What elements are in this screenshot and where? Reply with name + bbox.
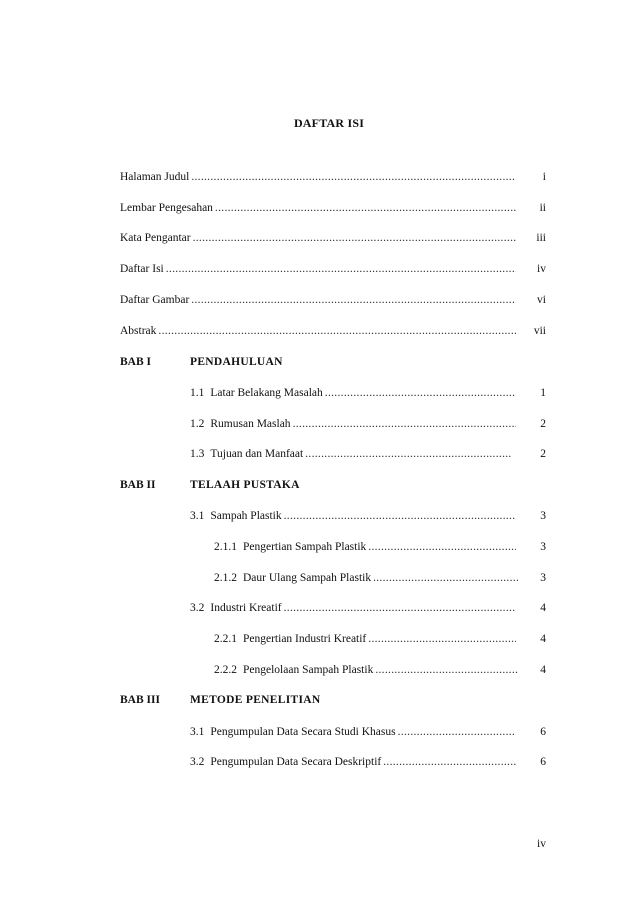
toc-subsection-2-2-1[interactable] (214, 631, 516, 647)
dot-leader (305, 446, 512, 462)
dot-leader (375, 662, 518, 678)
section-page: 4 (540, 633, 546, 645)
dot-leader (368, 631, 516, 647)
page-title: DAFTAR ISI (293, 116, 365, 130)
toc-entry-page: i (542, 171, 546, 183)
toc-entry-daftar-isi[interactable] (120, 261, 516, 277)
toc-section-3-1-bab-iii[interactable] (190, 724, 516, 740)
section-page: 2 (540, 448, 546, 460)
section-label: Pengertian Industri Kreatif (243, 633, 367, 645)
dot-leader (368, 539, 516, 555)
toc-entry-page: ii (539, 202, 546, 214)
dot-leader (215, 200, 516, 216)
dot-leader (191, 169, 516, 185)
chapter-name: TELAAH PUSTAKA (190, 479, 300, 491)
toc-subsection-2-2-2[interactable] (214, 662, 518, 678)
chapter-code: BAB III (120, 694, 160, 706)
toc-entry-page: iv (537, 263, 546, 275)
section-number: 3.2 (190, 756, 205, 768)
section-page: 6 (540, 726, 546, 738)
toc-entry-page: vi (537, 294, 546, 306)
section-number: 1.1 (190, 387, 205, 399)
toc-entry-page: iii (536, 232, 546, 244)
toc-subsection-2-1-1[interactable] (214, 539, 516, 555)
toc-entry-page: vii (533, 325, 546, 337)
section-label: Pengumpulan Data Secara Deskriptif (210, 756, 382, 768)
section-number: 3.1 (190, 510, 205, 522)
chapter-code: BAB II (120, 479, 156, 491)
section-label: Daur Ulang Sampah Plastik (243, 572, 372, 584)
toc-entry-halaman-judul[interactable] (120, 169, 516, 185)
section-page: 6 (540, 756, 546, 768)
dot-leader (325, 385, 516, 401)
section-page: 4 (540, 664, 546, 676)
chapter-name: METODE PENELITIAN (190, 694, 321, 706)
section-number: 2.1.1 (214, 541, 237, 553)
toc-section-3-2[interactable] (190, 600, 516, 616)
toc-entry-label: Lembar Pengesahan (120, 202, 213, 214)
section-page: 3 (540, 541, 546, 553)
dot-leader (383, 754, 516, 770)
section-page: 2 (540, 418, 546, 430)
section-label: Sampah Plastik (210, 510, 282, 522)
chapter-heading-bab-iii[interactable] (120, 692, 520, 708)
section-page: 1 (540, 387, 546, 399)
toc-section-3-1[interactable] (190, 508, 516, 524)
section-page: 3 (540, 510, 546, 522)
page-number: iv (537, 838, 546, 850)
section-page: 4 (540, 602, 546, 614)
section-number: 2.2.2 (214, 664, 237, 676)
toc-section-1-3[interactable] (190, 446, 512, 462)
toc-entry-label: Daftar Isi (120, 263, 164, 275)
section-number: 3.2 (190, 602, 205, 614)
section-number: 2.2.1 (214, 633, 237, 645)
section-label: Tujuan dan Manfaat (210, 448, 304, 460)
dot-leader (158, 323, 516, 339)
section-label: Latar Belakang Masalah (210, 387, 323, 399)
section-number: 1.2 (190, 418, 205, 430)
section-label: Pengelolaan Sampah Plastik (243, 664, 374, 676)
section-number: 3.1 (190, 726, 205, 738)
toc-entry-lembar-pengesahan[interactable] (120, 200, 516, 216)
section-number: 2.1.2 (214, 572, 237, 584)
toc-entry-abstrak[interactable] (120, 323, 516, 339)
dot-leader (166, 261, 516, 277)
chapter-name: PENDAHULUAN (190, 356, 283, 368)
dot-leader (193, 230, 516, 246)
section-label: Industri Kreatif (210, 602, 282, 614)
dot-leader (373, 570, 518, 586)
dot-leader (191, 292, 516, 308)
section-label: Pengumpulan Data Secara Studi Khasus (210, 726, 396, 738)
toc-entry-label: Daftar Gambar (120, 294, 190, 306)
dot-leader (398, 724, 516, 740)
toc-entry-label: Abstrak (120, 325, 157, 337)
section-label: Pengertian Sampah Plastik (243, 541, 367, 553)
chapter-code: BAB I (120, 356, 151, 368)
toc-entry-label: Halaman Judul (120, 171, 190, 183)
chapter-heading-bab-ii[interactable] (120, 477, 520, 493)
dot-leader (293, 416, 516, 432)
dot-leader (284, 600, 516, 616)
toc-section-3-2-bab-iii[interactable] (190, 754, 516, 770)
toc-subsection-2-1-2[interactable] (214, 570, 518, 586)
section-number: 1.3 (190, 448, 205, 460)
section-label: Rumusan Maslah (210, 418, 291, 430)
section-page: 3 (540, 572, 546, 584)
toc-entry-kata-pengantar[interactable] (120, 230, 516, 246)
toc-entry-daftar-gambar[interactable] (120, 292, 516, 308)
dot-leader (284, 508, 516, 524)
toc-section-1-1[interactable] (190, 385, 516, 401)
toc-entry-label: Kata Pengantar (120, 232, 191, 244)
chapter-heading-bab-i[interactable] (120, 354, 520, 370)
toc-section-1-2[interactable] (190, 416, 516, 432)
